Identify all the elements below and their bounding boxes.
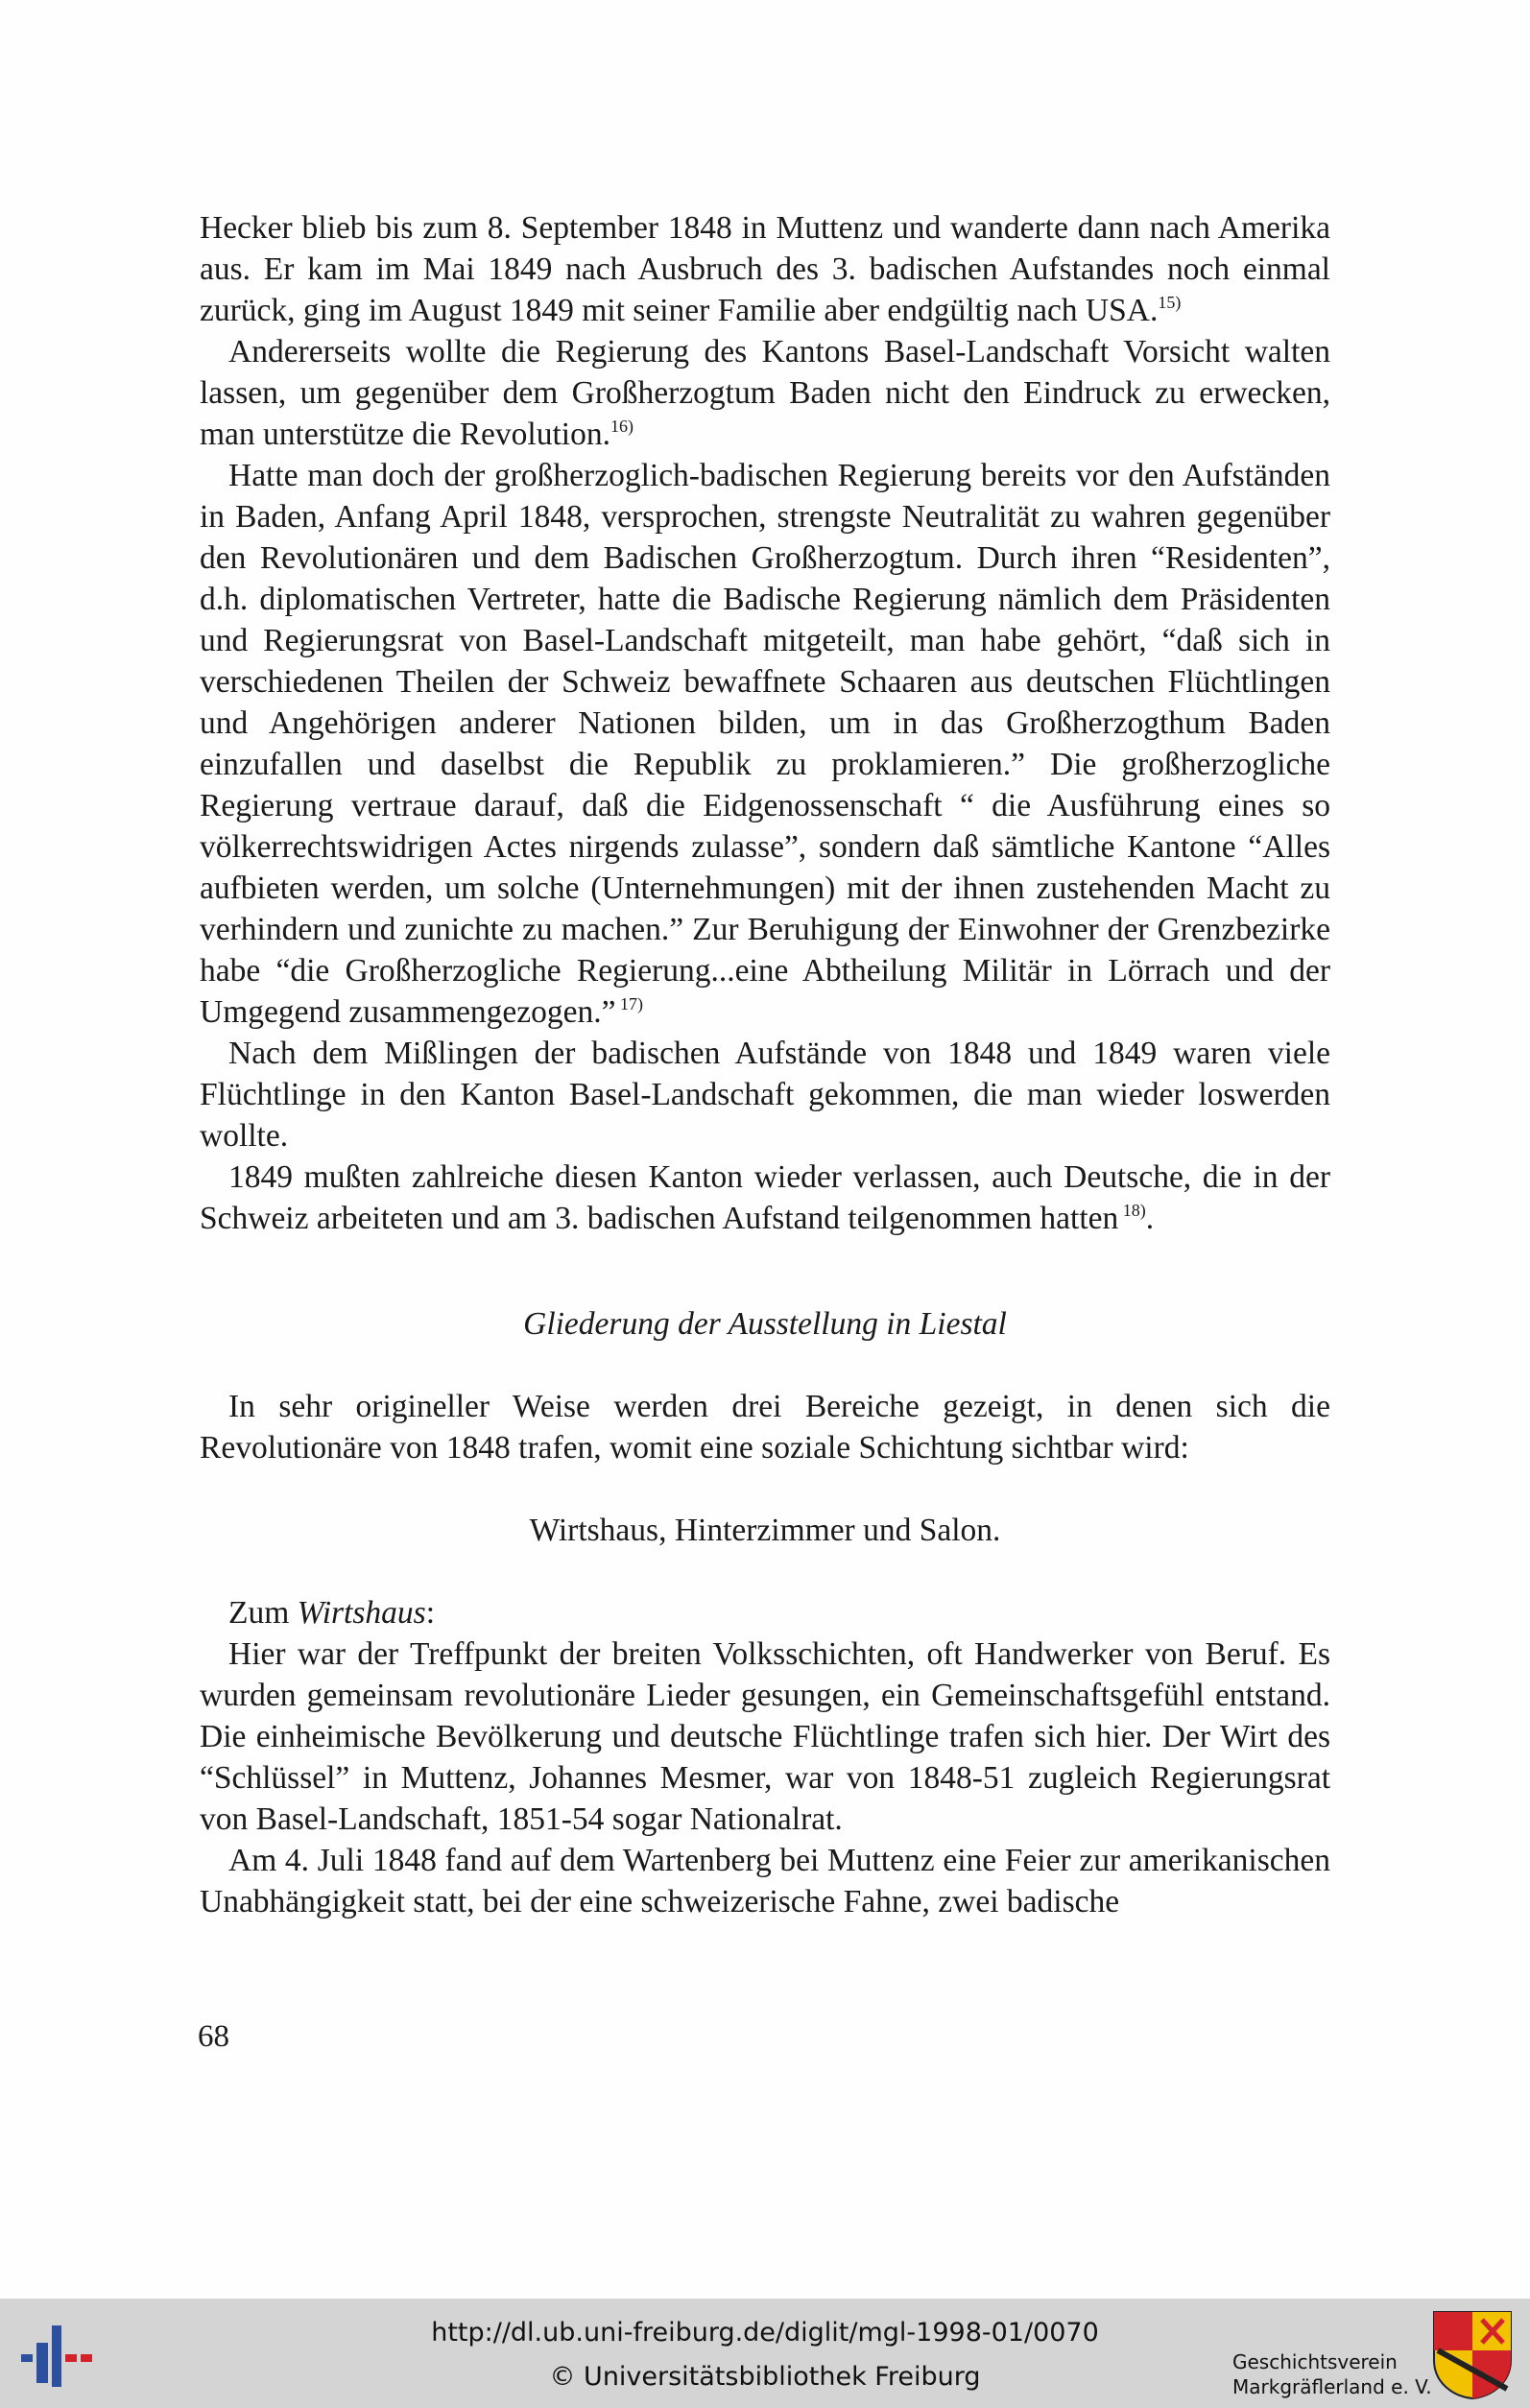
paragraph-wirtshaus: Hier war der Treffpunkt der breiten Volksschichten, oft Handwerker von Beruf. Es wurden gemeinsam revolutionäre Lieder gesungen, ein Gemeinschaftsgefühl entstand. Die einheimische Bevölkerung und deutsche Flüchtlinge trafen sich hier. Der Wirt des “Schlüssel” in Muttenz, Johannes Mesmer, war von 1848-51 zugleich Regierungsrat von Basel-Landschaft, 1851-54 sogar Nationalrat. [200, 1636, 1330, 1837]
footer-url-link[interactable]: http://dl.ub.uni-freiburg.de/diglit/mgl-1998-01/0070 [431, 2318, 1099, 2348]
paragraph-5: 1849 mußten zahlreiche diesen Kanton wieder verlassen, auch Deutsche, die in der Schweiz arbeiteten und am 3. badischen Aufstand teilgenommen hatten $^{18)}$. [200, 1159, 1330, 1236]
paragraph-wartenberg: Am 4. Juli 1848 fand auf dem Wartenberg bei Muttenz eine Feier zur amerikanischen Unabhängigkeit statt, bei der eine schweizerische Fahne, zwei badische [200, 1843, 1330, 1919]
section-heading: Gliederung der Ausstellung in Liestal [523, 1306, 1007, 1342]
footer-organization [1232, 2349, 1432, 2399]
org-name-line-2: Markgräflerland e. V. [1232, 2375, 1432, 2398]
footer-copyright: © Universitätsbibliothek Freiburg [549, 2362, 981, 2392]
paragraph-2: Andererseits wollte die Regierung des Kantons Basel-Landschaft Vorsicht walten lassen, um gegenüber dem Großherzogtum Baden nicht den Eindruck zu erwecken, man unterstütze die Revolution.$^{16)}$ [200, 334, 1330, 452]
org-name-line-1: Geschichtsverein [1232, 2350, 1398, 2373]
footer-bar [0, 2299, 1530, 2408]
footnote-ref[interactable]: 16) [610, 417, 634, 436]
paragraph-1: Hecker blieb bis zum 8. September 1848 in Muttenz und wanderte dann nach Amerika aus. Er kam im Mai 1849 nach Ausbruch des 3. badischen Aufstandes noch einmal zurück, ging im August 1849 mit seiner Familie aber endgültig nach USA.$^{15)}$ [200, 210, 1330, 328]
body-text [200, 207, 1330, 1922]
page-number: 68 [198, 2019, 229, 2054]
footnote-ref[interactable]: 18) [1118, 1201, 1146, 1220]
centered-line: Wirtshaus, Hinterzimmer und Salon. [529, 1513, 1001, 1548]
intro-paragraph: In sehr origineller Weise werden drei Bereiche gezeigt, in denen sich die Revolutionäre von 1848 trafen, womit eine soziale Schichtung sichtbar wird: [200, 1389, 1330, 1466]
footnote-ref[interactable]: 15) [1158, 293, 1182, 312]
paragraph-4: Nach dem Mißlingen der badischen Aufstände von 1848 und 1849 waren viele Flüchtlinge in den Kanton Basel-Landschaft gekommen, die man wieder loswerden wollte. [200, 1036, 1330, 1154]
paragraph-3: Hatte man doch der großherzoglich-badischen Regierung bereits vor den Aufständen in Baden, Anfang April 1848, versprochen, strengste Neutralität zu wahren gegenüber den Revolutionären und dem Badischen Großherzogtum. Durch ihren “Residenten”, d.h. diplomatischen Vertreter, hatte die Badische Regierung nämlich dem Präsidenten und Regierungsrat von Basel-Landschaft mitgeteilt, man habe gehört, “daß sich in verschiedenen Theilen der Schweiz bewaffnete Schaaren aus deutschen Flüchtlingen und Angehörigen anderer Nationen bilden, um in das Großherzogthum Baden einzufallen und daselbst die Republik zu proklamieren.” Die großherzogliche Regierung vertraue darauf, daß die Eidgenossenschaft “ die Ausführung eines so völkerrechtswidrigen Actes nirgends zulasse”, sondern daß sämtliche Kantone “Alles aufbieten werden, um solche (Unternehmungen) mit der ihnen zustehenden Macht zu verhindern und zunichte zu machen.” Zur Beruhigung der Einwohner der Grenzbezirke habe “die Großherzogliche Regierung...eine Abtheilung Militär in Lörrach und der Umgegend zusammengezogen.” $^{17)}$ [200, 458, 1330, 1030]
subheading: Zum Wirtshaus: [228, 1595, 436, 1631]
coat-of-arms-icon [1432, 2310, 1513, 2400]
footnote-ref[interactable]: 17) [615, 994, 643, 1013]
